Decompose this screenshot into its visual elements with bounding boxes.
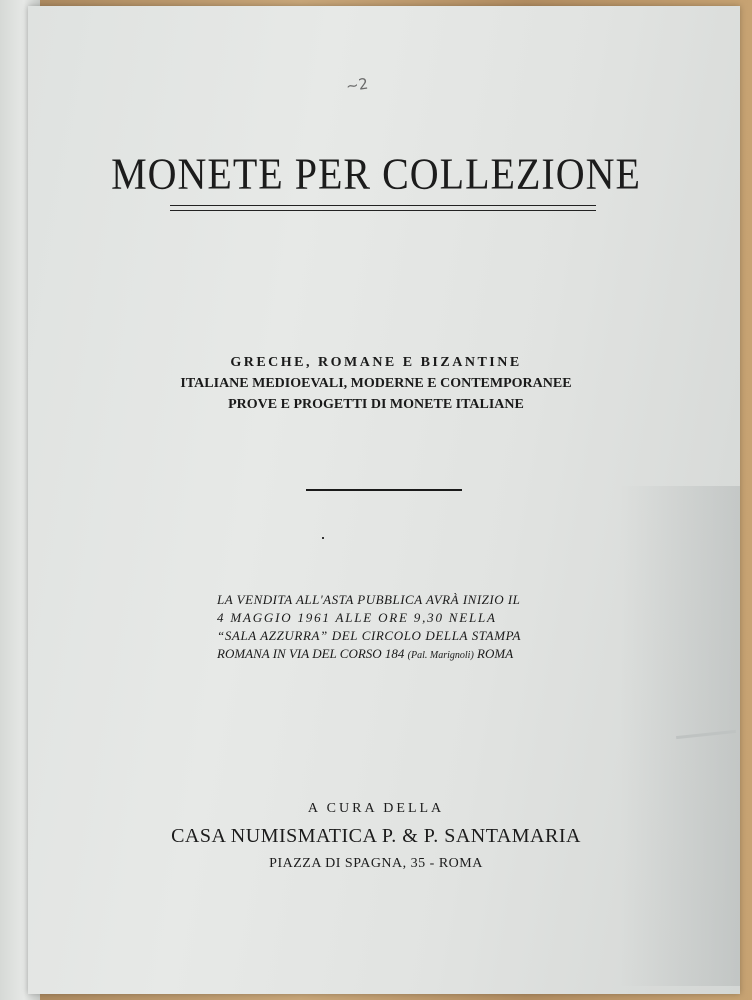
publisher-intro: A CURA DELLA [307, 801, 445, 816]
notice-line: “SALA AZZURRA” DEL CIRCOLO DELLA STAMPA [217, 628, 522, 643]
printed-dot [322, 537, 324, 539]
notice-line: 4 MAGGIO 1961 ALLE ORE 9,30 NELLA [217, 610, 497, 625]
publisher-block [0, 800, 752, 874]
category-line: PROVE E PROGETTI DI MONETE ITALIANE [228, 397, 524, 412]
publisher-address: PIAZZA DI SPAGNA, 35 - ROMA [269, 856, 483, 871]
ornamental-rule [306, 489, 462, 491]
auction-notice [217, 591, 557, 665]
page-title: MONETE PER COLLEZIONE [111, 148, 641, 199]
title-double-rule [170, 205, 596, 211]
notice-line [217, 645, 557, 665]
notice-line: LA VENDITA ALL'ASTA PUBBLICA AVRÀ INIZIO IL [217, 592, 521, 607]
notice-address: ROMANA IN VIA DEL CORSO 184 [217, 646, 405, 661]
pencil-annotation: ~2 [344, 74, 370, 96]
notice-city: ROMA [477, 646, 514, 661]
category-line: GRECHE, ROMANE E BIZANTINE [230, 355, 522, 370]
publisher-name: CASA NUMISMATICA P. & P. SANTAMARIA [171, 825, 581, 847]
notice-palace: (Pal. Marignoli) [407, 650, 474, 661]
coin-categories [0, 352, 752, 415]
category-line: ITALIANE MEDIOEVALI, MODERNE E CONTEMPORANEE [180, 376, 572, 391]
